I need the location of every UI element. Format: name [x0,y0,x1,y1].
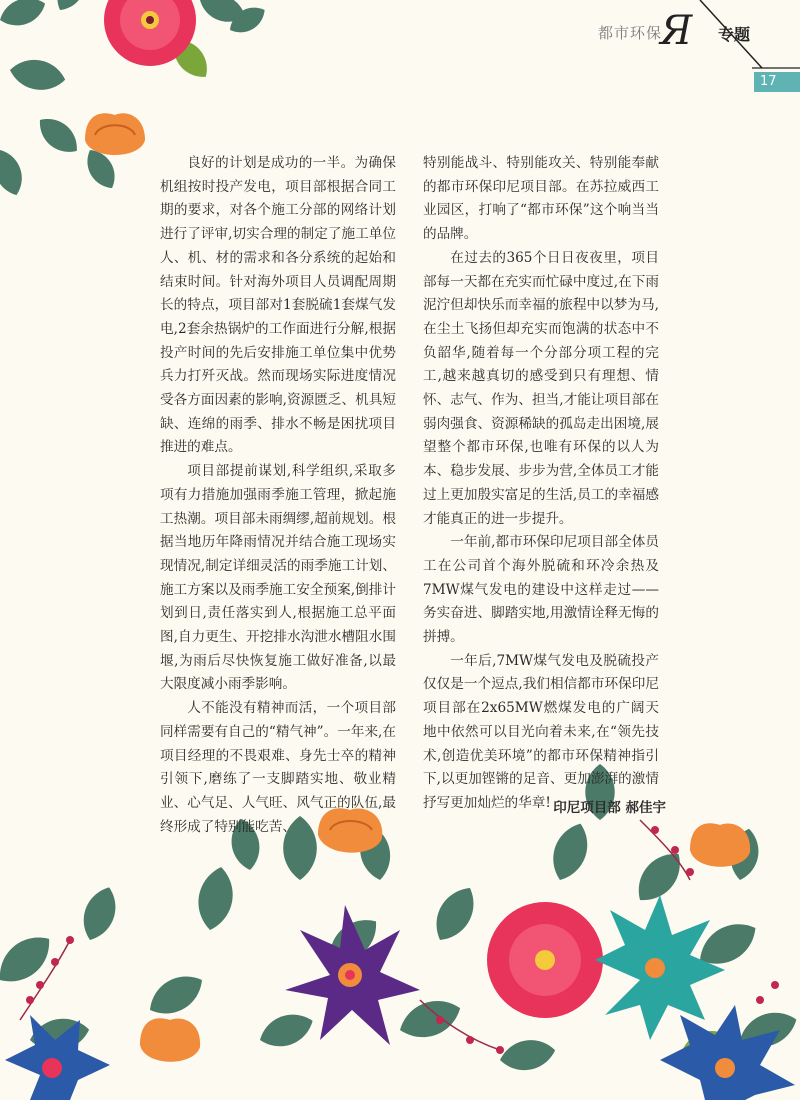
paragraph: 人不能没有精神而活，一个项目部同样需要有自己的“精气神”。一年来,在项目经理的不畏艰难、身先士卒的精神引领下,磨练了一支脚踏实地、敬业精业、心气足、人气旺、风气正的队伍,最终形成了特别能吃苦、 [160,700,396,835]
magazine-brand: 都市环保 [598,24,663,42]
orange-flower-icon-4 [140,1018,200,1062]
teal-flower-icon [595,895,725,1040]
author-byline: 印尼项目部 郝佳宇 [553,800,666,816]
paragraph: 特别能战斗、特别能攻关、特别能奉献的都市环保印尼项目部。在苏拉威西工业园区，打响了“都市环保”这个响当当的品牌。 [423,155,659,243]
article-column-left [160,152,396,839]
orange-flower-icon [85,113,145,155]
bottom-leaves [0,764,800,1074]
red-flower-icon-2 [487,902,603,1018]
orange-flower-icon-3 [690,823,750,867]
magazine-logo-mark: Я [660,8,693,54]
article-column-right [423,152,659,816]
paragraph: 良好的计划是成功的一半。为确保机组按时投产发电，项目部根据合同工期的要求，对各个施工分部的网络计划进行了评审,切实合理的制定了施工单位人、机、材的需求和各分系统的起始和结束时间。针对海外项目人员调配周期长的特点，项目部对1套脱硫1套煤气发电,2套余热锅炉的工作面进行分解,根据投产时间的先后安排施工单位集中优势兵力打歼灭战。然而现场实际进度情况受各方面因素的影响,资源匮乏、机具短缺、连绵的雨季、排水不畅是困扰项目推进的难点。 [160,155,396,456]
paragraph: 项目部提前谋划,科学组织,采取多项有力措施加强雨季施工管理，掀起施工热潮。项目部未雨绸缪,超前规划。根据当地历年降雨情况并结合施工现场实现情况,制定详细灵活的雨季施工计划、施工方案以及雨季施工安全预案,倒排计划到日,责任落实到人,根据施工总平面图,自力更生、开挖排水沟泄水槽阻水围堰,为雨后尽快恢复施工做好准备,以最大限度减小雨季影响。 [160,463,396,693]
paragraph: 在过去的365个日日夜夜里，项目部每一天都在充实而忙碌中度过,在下雨泥泞但却快乐而幸福的旅程中以梦为马,在尘土飞扬但却充实而饱满的状态中不负韶华,随着每一个分部分项工程的完工,越来越真切的感受到只有理想、情怀、志气、作为、担当,才能让项目部在弱肉强食、资源稀缺的孤岛走出困境,展望整个都市环保,也唯有环保的以人为本、稳步发展、步步为营,全体员工才能过上更加殷实富足的生活,员工的幸福感才能真正的进一步提升。 [423,249,659,527]
paragraph: 一年后,7MW煤气发电及脱硫投产仅仅是一个逗点,我们相信都市环保印尼项目部在2x65MW燃煤发电的广阔天地中依然可以目光向着未来,在“领先技术,创造优美环境”的都市环保精神指引下,以更加铿锵的足音、更加澎湃的激情抒写更加灿烂的华章! [423,652,659,811]
paragraph: 一年前,都市环保印尼项目部全体员工在公司首个海外脱硫和环冷余热及7MW煤气发电的建设中这样走过——务实奋进、脚踏实地,用激情诠释无悔的拼搏。 [423,534,659,646]
page-number: 17 [754,72,800,92]
section-title: 专题 [718,25,751,44]
